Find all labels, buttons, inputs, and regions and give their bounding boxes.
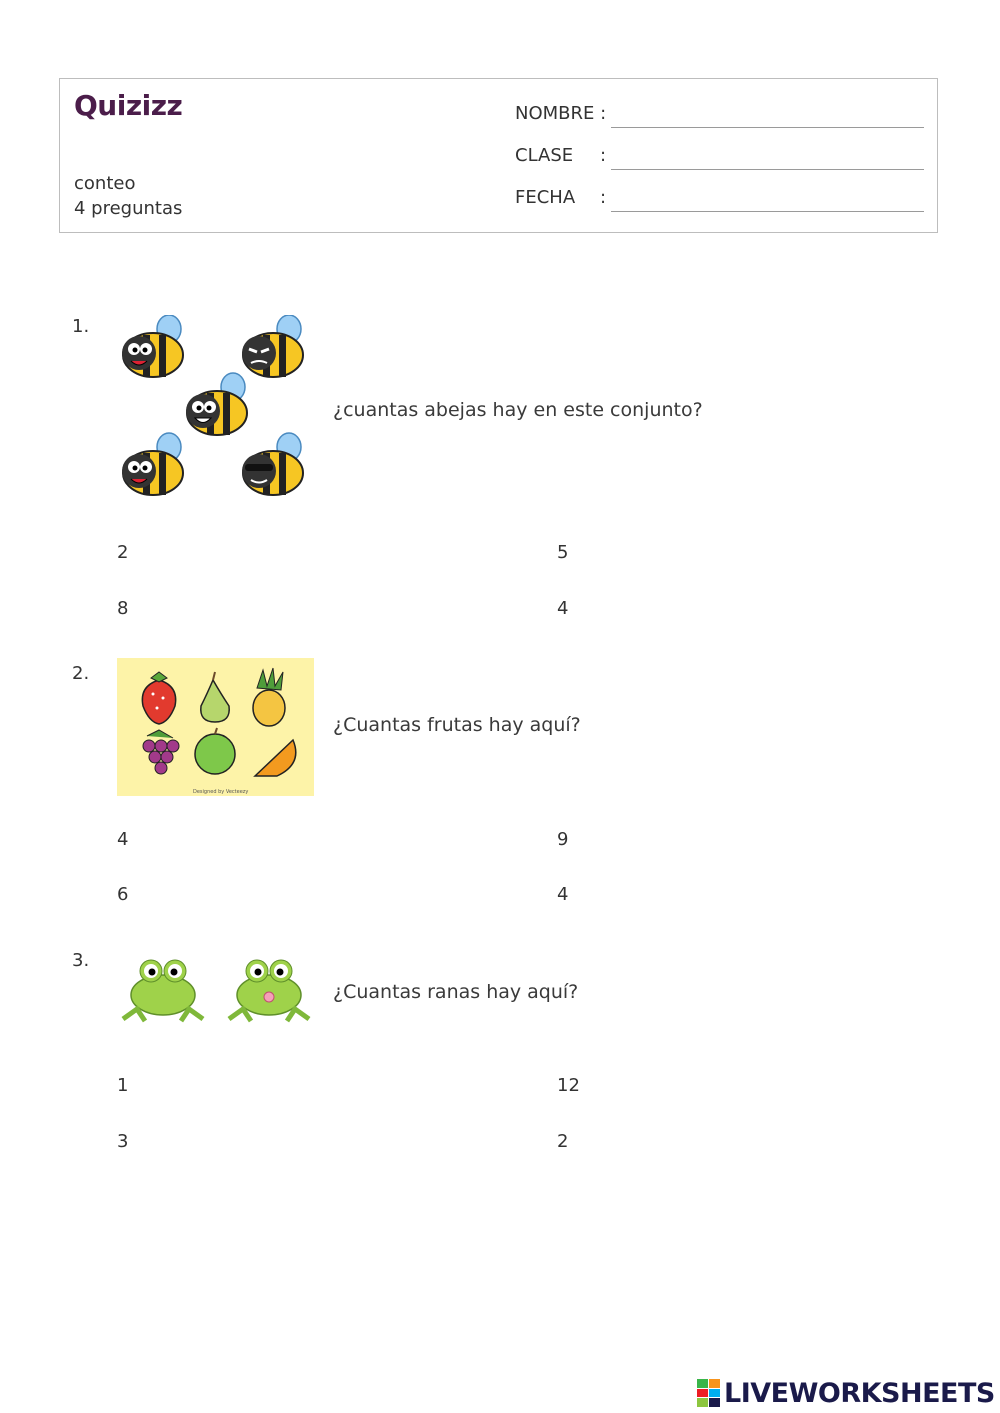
date-label: FECHA bbox=[515, 187, 576, 208]
question-text: ¿cuantas abejas hay en este conjunto? bbox=[333, 399, 703, 421]
question-number: 2. bbox=[72, 663, 90, 684]
question-text: ¿Cuantas ranas hay aquí? bbox=[333, 981, 579, 1003]
option-d[interactable]: 4 bbox=[557, 884, 569, 905]
option-d[interactable]: 4 bbox=[557, 598, 569, 619]
liveworksheets-blocks-icon bbox=[697, 1379, 721, 1407]
liveworksheets-logo[interactable] bbox=[697, 1376, 995, 1410]
frogs-image bbox=[117, 945, 314, 1035]
option-c[interactable]: 3 bbox=[117, 1131, 129, 1152]
question-text: ¿Cuantas frutas hay aquí? bbox=[333, 714, 581, 736]
option-b[interactable]: 12 bbox=[557, 1075, 580, 1096]
option-c[interactable]: 8 bbox=[117, 598, 129, 619]
quizizz-logo: Quizizz bbox=[74, 89, 183, 122]
option-c[interactable]: 6 bbox=[117, 884, 129, 905]
bee-icon bbox=[242, 433, 303, 495]
bee-icon bbox=[242, 315, 303, 377]
worksheet-header bbox=[59, 78, 938, 233]
question-number: 1. bbox=[72, 316, 90, 337]
class-colon: : bbox=[600, 145, 607, 166]
quiz-title: conteo bbox=[74, 173, 136, 194]
class-field-line bbox=[611, 169, 924, 170]
option-a[interactable]: 4 bbox=[117, 829, 129, 850]
image-caption: Designed by Vecteezy bbox=[193, 789, 249, 795]
question-number: 3. bbox=[72, 950, 90, 971]
date-field-line bbox=[611, 211, 924, 212]
bee-icon bbox=[122, 315, 183, 377]
liveworksheets-text: LIVEWORKSHEETS bbox=[724, 1377, 995, 1409]
option-a[interactable]: 2 bbox=[117, 542, 129, 563]
option-b[interactable]: 9 bbox=[557, 829, 569, 850]
bee-icon bbox=[186, 373, 247, 435]
name-label: NOMBRE : bbox=[515, 103, 607, 124]
option-b[interactable]: 5 bbox=[557, 542, 569, 563]
frog-icon bbox=[229, 960, 309, 1021]
bees-image bbox=[117, 315, 313, 510]
date-colon: : bbox=[600, 187, 607, 208]
name-field-line bbox=[611, 127, 924, 128]
fruits-image bbox=[117, 658, 314, 796]
option-d[interactable]: 2 bbox=[557, 1131, 569, 1152]
frog-icon bbox=[123, 960, 203, 1021]
bee-icon bbox=[122, 433, 183, 495]
option-a[interactable]: 1 bbox=[117, 1075, 129, 1096]
class-label: CLASE bbox=[515, 145, 574, 166]
question-count: 4 preguntas bbox=[74, 198, 183, 219]
